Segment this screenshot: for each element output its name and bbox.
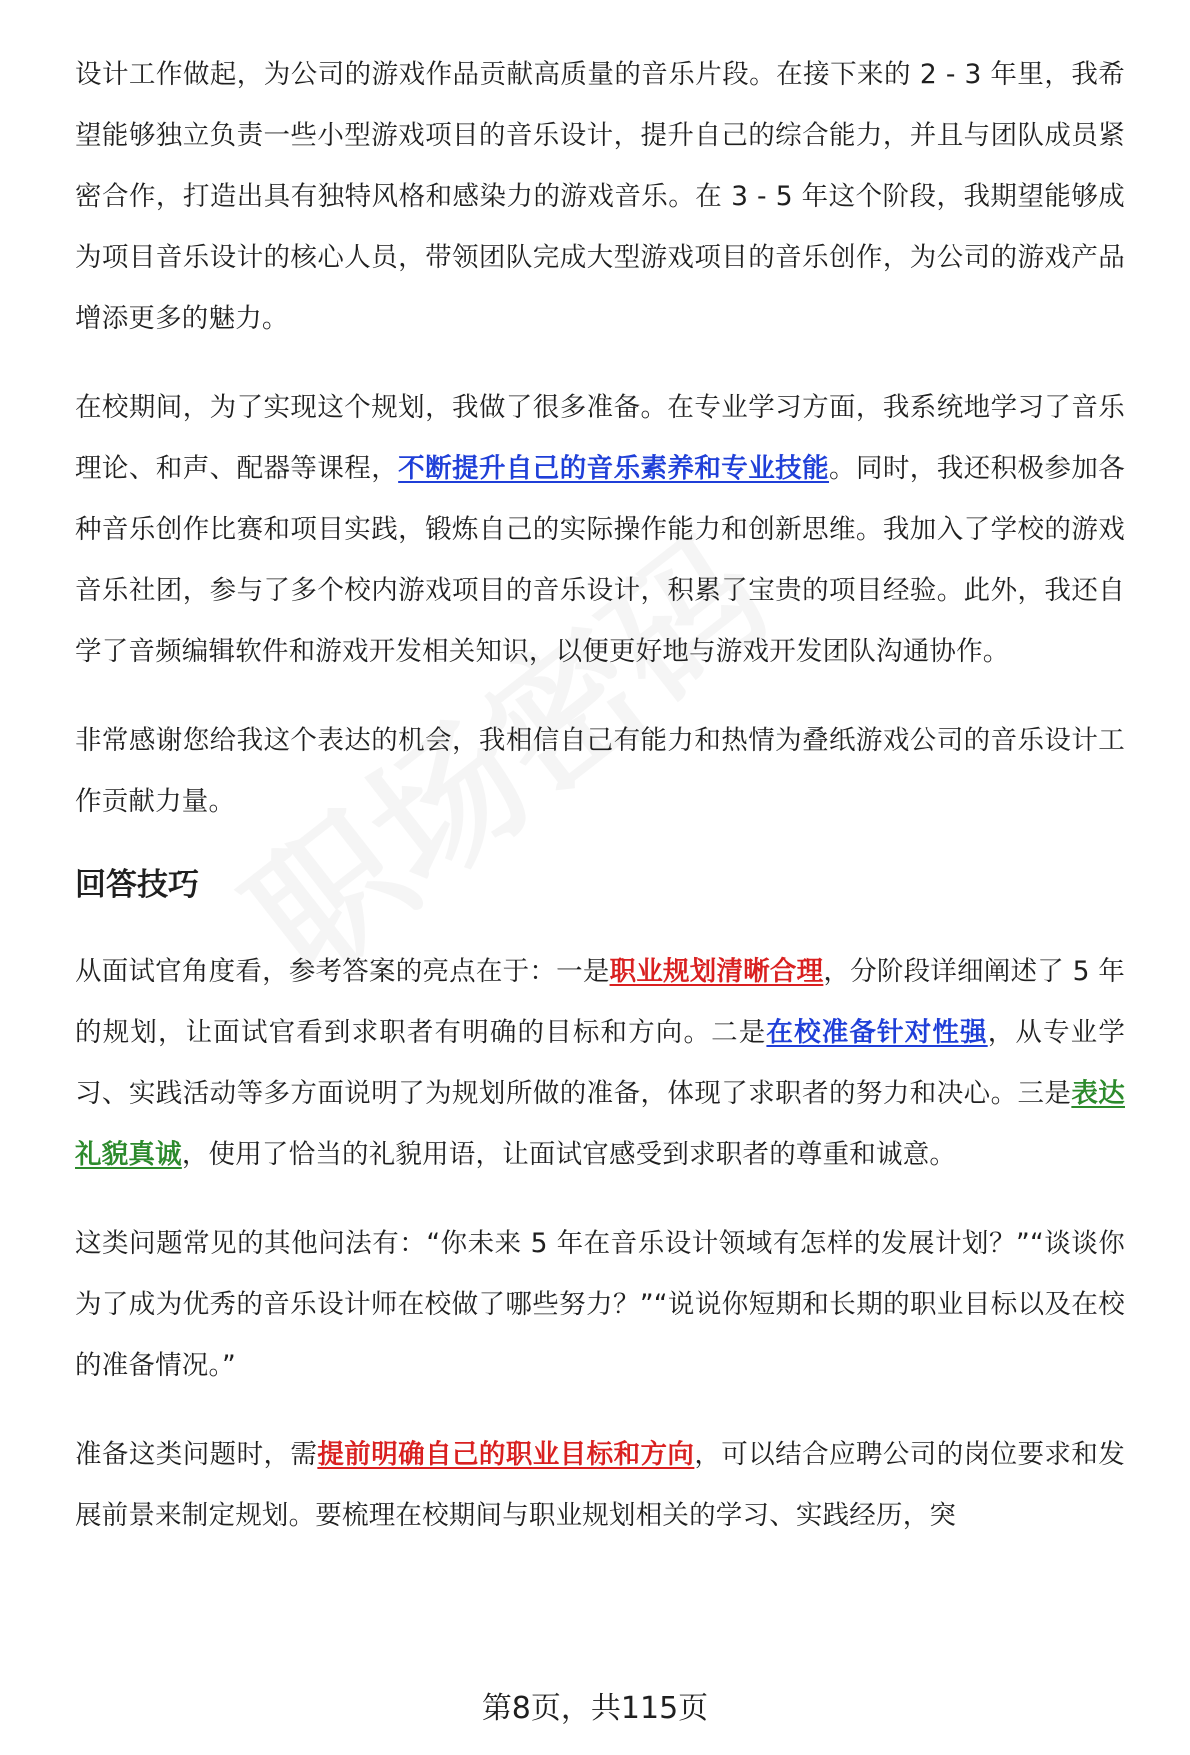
text-segment: ，从专业学习、实践活动等多方面说明了为规划所做的准备，体现了求职者的努力和决心。三是: [75, 1017, 1126, 1109]
text-segment: ，分阶段详细阐述了 5 年的规划，让面试官看到求职者有明确的目标和方向。二是: [75, 956, 1126, 1048]
highlight-link[interactable]: 在校准备针对性强: [766, 1017, 988, 1048]
paragraph-other-questions: 这类问题常见的其他问法有：“你未来 5 年在音乐设计领域有怎样的发展计划？”“谈谈你为了成为优秀的音乐设计师在校做了哪些努力？”“说说你短期和长期的职业目标以及在校的准备情况。”: [75, 1228, 1125, 1381]
paragraph-school-preparation: [75, 377, 1125, 682]
paragraph-career-plan: 设计工作做起，为公司的游戏作品贡献高质量的音乐片段。在接下来的 2 - 3 年里，我希望能够独立负责一些小型游戏项目的音乐设计，提升自己的综合能力，并且与团队成员紧密合作，打造出具有独特风格和感染力的游戏音乐。在 3 - 5 年这个阶段，我期望能够成为项目音乐设计的核心人员，带领团队完成大型游戏项目的音乐创作，为公司的游戏产品增添更多的魅力。: [75, 59, 1125, 334]
highlight-link[interactable]: 提前明确自己的职业目标和方向: [317, 1439, 695, 1470]
text-segment: 准备这类问题时，需: [75, 1439, 318, 1470]
highlight-link[interactable]: 表达礼貌真诚: [75, 1078, 1125, 1170]
text-segment: ，可以结合应聘公司的岗位要求和发展前景来制定规划。要梳理在校期间与职业规划相关的学习、实践经历，突: [75, 1439, 1125, 1531]
highlight-link[interactable]: 职业规划清晰合理: [609, 956, 824, 987]
text-segment: ，使用了恰当的礼貌用语，让面试官感受到求职者的尊重和诚意。: [181, 1139, 957, 1170]
document-body: [75, 44, 1125, 1574]
text-segment: 从面试官角度看，参考答案的亮点在于：一是: [75, 956, 610, 987]
paragraph-thanks: 非常感谢您给我这个表达的机会，我相信自己有能力和热情为叠纸游戏公司的音乐设计工作贡献力量。: [75, 725, 1125, 817]
section-heading: 回答技巧: [75, 867, 199, 903]
paragraph-highlights: [75, 941, 1125, 1185]
paragraph-preparation-tips: [75, 1424, 1125, 1546]
text-segment: 在校期间，为了实现这个规划，我做了很多准备。在专业学习方面，我系统地学习了音乐理论、和声、配器等课程，: [75, 392, 1125, 484]
page-footer: 第8页，共115页: [481, 1691, 709, 1726]
text-segment: 。同时，我还积极参加各种音乐创作比赛和项目实践，锻炼自己的实际操作能力和创新思维。我加入了学校的游戏音乐社团，参与了多个校内游戏项目的音乐设计，积累了宝贵的项目经验。此外，我还自学了音频编辑软件和游戏开发相关知识，以便更好地与游戏开发团队沟通协作。: [75, 453, 1126, 667]
highlight-link[interactable]: 不断提升自己的音乐素养和专业技能: [398, 453, 830, 484]
